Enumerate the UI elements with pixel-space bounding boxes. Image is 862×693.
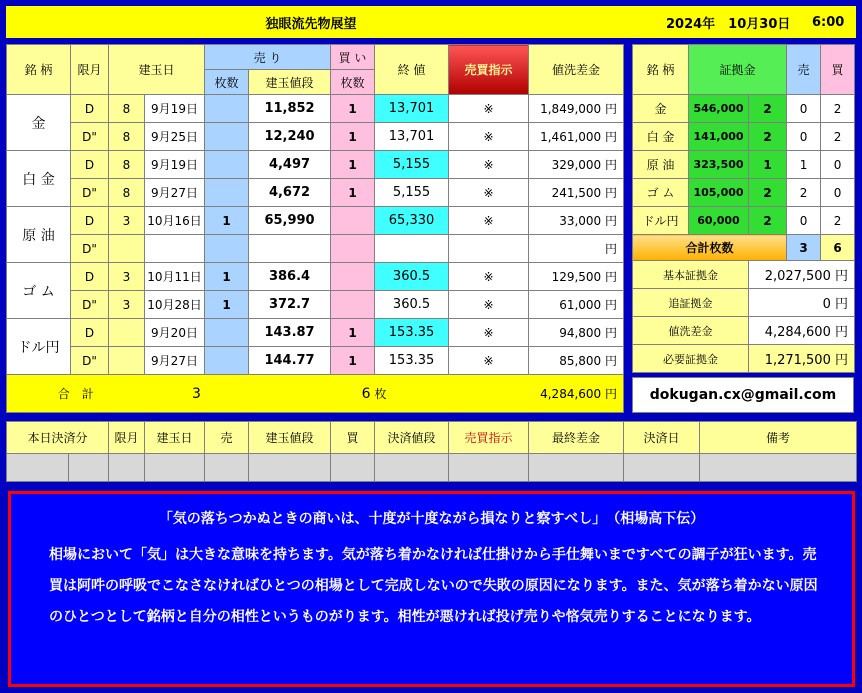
close-price: 5,155: [375, 179, 449, 207]
settle-header: 売買指示: [449, 422, 529, 454]
sell-qty: [205, 179, 249, 207]
margin-header-meigara: 銘 柄: [633, 45, 689, 95]
margin-commodity: ドル円: [633, 207, 689, 235]
col-header-buy: 買 い: [331, 45, 375, 70]
entry-date: [145, 235, 205, 263]
margin-commodity: ゴ ム: [633, 179, 689, 207]
margin-row: [633, 123, 855, 151]
trade-signal: ※: [449, 347, 529, 375]
margin-sell: 1: [787, 151, 821, 179]
margin-header-buy: 買: [821, 45, 855, 95]
contract-type: D: [71, 319, 109, 347]
margin-total-label: 合計枚数: [633, 235, 787, 261]
margin-multiplier: 2: [749, 179, 787, 207]
settle-cell: [7, 454, 69, 482]
col-header-sell: 売 り: [205, 45, 331, 70]
margin-row: [633, 207, 855, 235]
col-header-signal: 売買指示: [449, 45, 529, 95]
settle-cell: [109, 454, 145, 482]
report-time: 6:00: [812, 14, 845, 30]
margin-sell: 0: [787, 123, 821, 151]
margin-total-buy: 6: [821, 235, 855, 261]
trade-signal: ※: [449, 179, 529, 207]
summary-label: 値洗差金: [633, 317, 749, 345]
margin-buy: 2: [821, 123, 855, 151]
settle-cell: [624, 454, 700, 482]
margin-amount: 141,000: [689, 123, 749, 151]
contract-type: D": [71, 123, 109, 151]
contract-month: [109, 235, 145, 263]
entry-date: 9月27日: [145, 347, 205, 375]
commodity-name: 金: [7, 95, 71, 151]
contract-month: 8: [109, 95, 145, 123]
settle-cell: [331, 454, 375, 482]
margin-amount: 60,000: [689, 207, 749, 235]
entry-price: [249, 235, 331, 263]
close-price: 13,701: [375, 123, 449, 151]
quote-title: 「気の落ちつかぬときの商いは、十度が十度ながら損なりと察すべし」 （相場高下伝）: [158, 511, 705, 527]
trade-signal: [449, 235, 529, 263]
quote-body: 相場において「気」は大きな意味を持ちます。気が落ち着かなければ仕掛けから手仕舞いまですべての調子が狂います。売買は阿吽の呼吸でこなさなければひとつの相場として完成しないので失敗の原因になります。また、気が落ち着かない原因のひとつとして銘柄と自分の相性というものがります。相性が悪ければ投げ売りや悋気売りすることになります。: [49, 547, 818, 625]
contract-month: 8: [109, 123, 145, 151]
margin-amount: 105,000: [689, 179, 749, 207]
entry-date: 9月20日: [145, 319, 205, 347]
buy-qty: 1: [331, 151, 375, 179]
mark-to-market: 円: [529, 235, 624, 263]
summary-row: [633, 317, 855, 345]
margin-commodity: 白 金: [633, 123, 689, 151]
contract-month: [109, 347, 145, 375]
sell-qty: [205, 151, 249, 179]
summary-row: [633, 345, 855, 373]
close-price: 65,330: [375, 207, 449, 235]
mark-to-market: 85,800 円: [529, 347, 624, 375]
settle-header: 決済日: [624, 422, 700, 454]
table-row: [7, 291, 624, 319]
total-unit-mai: 枚: [375, 375, 449, 413]
settle-header: 最終差金: [529, 422, 624, 454]
margin-commodity: 金: [633, 95, 689, 123]
settle-cell: [529, 454, 624, 482]
contract-type: D: [71, 151, 109, 179]
margin-buy: 0: [821, 179, 855, 207]
margin-sell: 2: [787, 179, 821, 207]
settle-cell: [249, 454, 331, 482]
mark-to-market: 129,500 円: [529, 263, 624, 291]
entry-date: 10月28日: [145, 291, 205, 319]
commodity-name: ドル円: [7, 319, 71, 375]
summary-value: 1,271,500 円: [749, 345, 855, 373]
settle-cell: [700, 454, 857, 482]
table-row: [7, 179, 624, 207]
col-header-buy-qty: 枚数: [331, 70, 375, 95]
table-row: [7, 263, 624, 291]
close-price: 360.5: [375, 291, 449, 319]
settle-cell: [205, 454, 249, 482]
summary-row: [633, 261, 855, 289]
contract-type: D": [71, 235, 109, 263]
contract-type: D": [71, 291, 109, 319]
title-bar: [6, 6, 856, 38]
col-header-entry-price: 建玉値段: [249, 70, 331, 95]
contract-type: D: [71, 207, 109, 235]
margin-commodity: 原 油: [633, 151, 689, 179]
table-row: [7, 95, 624, 123]
commodity-name: 白 金: [7, 151, 71, 207]
mark-to-market: 94,800 円: [529, 319, 624, 347]
buy-qty: 1: [331, 123, 375, 151]
entry-price: 143.87: [249, 319, 331, 347]
col-header-gengetsu: 限月: [71, 45, 109, 95]
entry-price: 4,497: [249, 151, 331, 179]
col-header-tateyobi: 建玉日: [109, 45, 205, 95]
contract-type: D: [71, 95, 109, 123]
summary-row: [633, 289, 855, 317]
table-row: [7, 235, 624, 263]
mark-to-market: 241,500 円: [529, 179, 624, 207]
col-header-sell-qty: 枚数: [205, 70, 249, 95]
buy-qty: [331, 291, 375, 319]
entry-date: 10月16日: [145, 207, 205, 235]
buy-qty: 1: [331, 347, 375, 375]
close-price: 5,155: [375, 151, 449, 179]
contract-month: [109, 319, 145, 347]
settle-header: 建玉日: [145, 422, 205, 454]
trade-signal: ※: [449, 151, 529, 179]
summary-label: 基本証拠金: [633, 261, 749, 289]
summary-label: 必要証拠金: [633, 345, 749, 373]
contract-month: 8: [109, 179, 145, 207]
mark-to-market: 33,000 円: [529, 207, 624, 235]
table-row: [7, 207, 624, 235]
sell-qty: [205, 123, 249, 151]
margin-multiplier: 2: [749, 207, 787, 235]
close-price: 360.5: [375, 263, 449, 291]
total-sell: 3: [145, 375, 249, 413]
close-price: 13,701: [375, 95, 449, 123]
close-price: [375, 235, 449, 263]
page-title: 独眼流先物展望: [265, 16, 357, 32]
entry-date: 10月11日: [145, 263, 205, 291]
mark-to-market: 1,461,000 円: [529, 123, 624, 151]
entry-price: 386.4: [249, 263, 331, 291]
settle-header: 限月: [109, 422, 145, 454]
contract-type: D": [71, 347, 109, 375]
buy-qty: [331, 263, 375, 291]
buy-qty: 1: [331, 319, 375, 347]
margin-row: [633, 151, 855, 179]
buy-qty: [331, 235, 375, 263]
margin-amount: 323,500: [689, 151, 749, 179]
summary-label: 追証拠金: [633, 289, 749, 317]
trade-signal: ※: [449, 291, 529, 319]
settle-header: 本日決済分: [7, 422, 109, 454]
report-date: 2024年 10月30日: [666, 16, 791, 32]
margin-row: [633, 95, 855, 123]
entry-date: 9月19日: [145, 95, 205, 123]
margin-buy: 0: [821, 151, 855, 179]
sell-qty: [205, 95, 249, 123]
entry-price: 12,240: [249, 123, 331, 151]
summary-value: 0 円: [749, 289, 855, 317]
entry-date: 9月25日: [145, 123, 205, 151]
total-label: 合 計: [7, 375, 145, 413]
commodity-name: 原 油: [7, 207, 71, 263]
settle-header: 決済値段: [375, 422, 449, 454]
settle-header: 買: [331, 422, 375, 454]
buy-qty: 1: [331, 179, 375, 207]
trade-signal: ※: [449, 319, 529, 347]
buy-qty: [331, 207, 375, 235]
contract-type: D": [71, 179, 109, 207]
settle-header: 備考: [700, 422, 857, 454]
settle-cell: [145, 454, 205, 482]
margin-header-shokokin: 証拠金: [689, 45, 787, 95]
trade-signal: ※: [449, 207, 529, 235]
entry-price: 4,672: [249, 179, 331, 207]
margin-buy: 2: [821, 207, 855, 235]
contract-type: D: [71, 263, 109, 291]
entry-date: 9月27日: [145, 179, 205, 207]
contract-month: 3: [109, 207, 145, 235]
margin-buy: 2: [821, 95, 855, 123]
contract-month: 3: [109, 263, 145, 291]
mark-to-market: 61,000 円: [529, 291, 624, 319]
close-price: 153.35: [375, 319, 449, 347]
contract-month: 3: [109, 291, 145, 319]
margin-multiplier: 1: [749, 151, 787, 179]
trade-signal: ※: [449, 123, 529, 151]
positions-table: [6, 44, 624, 413]
entry-price: 372.7: [249, 291, 331, 319]
col-header-diff: 値洗差金: [529, 45, 624, 95]
trade-signal: ※: [449, 95, 529, 123]
sell-qty: [205, 347, 249, 375]
settle-header: 建玉値段: [249, 422, 331, 454]
margin-amount: 546,000: [689, 95, 749, 123]
contact-email[interactable]: dokugan.cx@gmail.com: [632, 377, 854, 413]
summary-value: 4,284,600 円: [749, 317, 855, 345]
mark-to-market: 329,000 円: [529, 151, 624, 179]
quote-box: [8, 491, 855, 687]
table-row: [7, 347, 624, 375]
margin-sell: 0: [787, 95, 821, 123]
buy-qty: 1: [331, 95, 375, 123]
margin-sell: 0: [787, 207, 821, 235]
total-diff: 4,284,600 円: [449, 375, 624, 413]
col-header-close: 終 値: [375, 45, 449, 95]
margin-multiplier: 2: [749, 123, 787, 151]
sell-qty: [205, 319, 249, 347]
settle-header: 売: [205, 422, 249, 454]
settlement-table: [6, 421, 857, 482]
entry-price: 65,990: [249, 207, 331, 235]
entry-price: 144.77: [249, 347, 331, 375]
sell-qty: 1: [205, 291, 249, 319]
table-row: [7, 123, 624, 151]
total-buy: 6: [249, 375, 375, 413]
summary-value: 2,027,500 円: [749, 261, 855, 289]
sell-qty: 1: [205, 263, 249, 291]
sell-qty: [205, 235, 249, 263]
entry-date: 9月19日: [145, 151, 205, 179]
table-row: [7, 151, 624, 179]
commodity-name: ゴ ム: [7, 263, 71, 319]
mark-to-market: 1,849,000 円: [529, 95, 624, 123]
sell-qty: 1: [205, 207, 249, 235]
table-row: [7, 319, 624, 347]
margin-row: [633, 179, 855, 207]
margin-table: [632, 44, 855, 373]
settle-cell: [375, 454, 449, 482]
entry-price: 11,852: [249, 95, 331, 123]
margin-header-sell: 売: [787, 45, 821, 95]
settle-cell: [449, 454, 529, 482]
settle-cell: [69, 454, 109, 482]
margin-multiplier: 2: [749, 95, 787, 123]
trade-signal: ※: [449, 263, 529, 291]
close-price: 153.35: [375, 347, 449, 375]
contract-month: 8: [109, 151, 145, 179]
margin-total-sell: 3: [787, 235, 821, 261]
col-header-meigara: 銘 柄: [7, 45, 71, 95]
